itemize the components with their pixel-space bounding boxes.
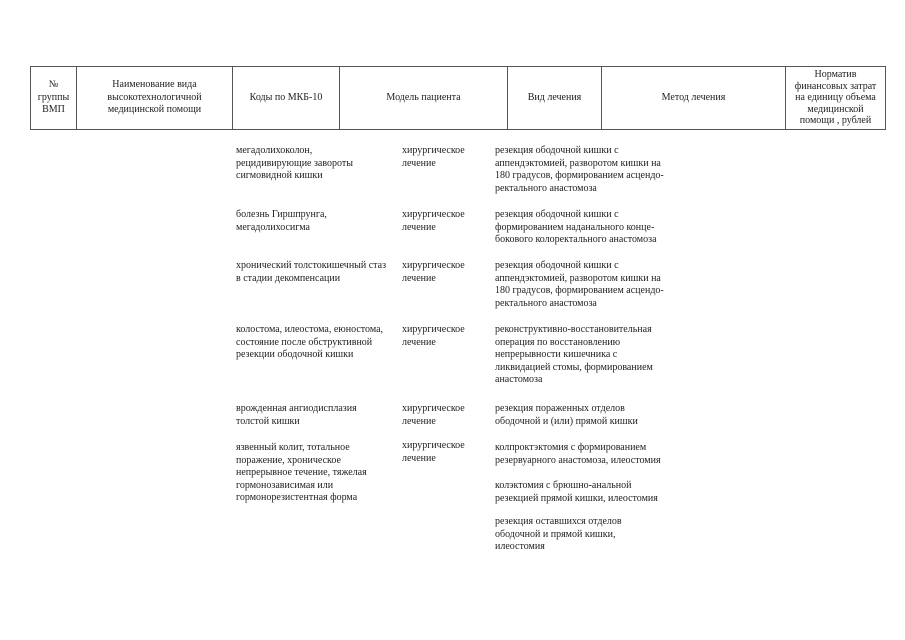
header-cell-codes — [233, 66, 339, 130]
header-model-label: Модель пациента — [386, 91, 461, 103]
header-cell-name — [77, 66, 232, 130]
header-cell-type — [508, 66, 601, 130]
treatment-method-text: резекция пораженных отделов ободочной и (или) прямой кишки — [495, 403, 638, 427]
patient-model-text: мегадолихоколон, рецидивирующие завороты сигмовидной кишки — [236, 145, 353, 181]
treatment-type-text: хирургическое лечение — [402, 145, 465, 169]
header-method-label: Метод лечения — [661, 91, 726, 103]
header-cell-cost — [786, 66, 885, 130]
header-cell-group — [31, 66, 76, 130]
treatment-method-text: резекция ободочной кишки с аппендэктомией, разворотом кишки на 180 градусов, формированием асцендо- ректального анастомоза — [495, 145, 664, 194]
header-type-label: Вид лечения — [527, 91, 582, 103]
table-header — [30, 66, 886, 130]
treatment-type-text: хирургическое лечение — [402, 209, 465, 233]
treatment-method-text: колэктомия с брюшно-анальной резекцией прямой кишки, илеостомия — [495, 480, 658, 504]
header-group-label: № группы ВМП — [37, 79, 70, 116]
treatment-method-text: резекция ободочной кишки с формированием наданального конце- бокового колоректального анастомоза — [495, 209, 657, 245]
treatment-type-text: хирургическое лечение — [402, 403, 465, 427]
header-codes-label: Коды по МКБ-10 — [249, 91, 323, 103]
patient-model-text: врожденная ангиодисплазия толстой кишки — [236, 403, 357, 427]
patient-model-text: язвенный колит, тотальное поражение, хроническое непрерывное течение, тяжелая гормонозависимая или гормонорезистентная форма — [236, 442, 367, 503]
patient-model-text: колостома, илеостома, еюностома, состояние после обструктивной резекции ободочной кишки — [236, 324, 384, 360]
treatment-method-text: резекция оставшихся отделов ободочной и прямой кишки, илеостомия — [495, 516, 622, 552]
header-cost-label: Норматив финансовых затрат на единицу объема медицинской помощи , рублей — [794, 69, 877, 127]
treatment-type-text: хирургическое лечение — [402, 440, 465, 464]
header-cell-model — [340, 66, 507, 130]
patient-model-text: хронический толстокишечный стаз в стадии декомпенсации — [236, 260, 387, 284]
treatment-method-text: резекция ободочной кишки с аппендэктомией, разворотом кишки на 180 градусов, формированием асцендо- ректального анастомоза — [495, 260, 664, 309]
treatment-method-text: реконструктивно-восстановительная операция по восстановлению непрерывности кишечника с ликвидацией стомы, формированием анастомоза — [495, 324, 653, 385]
patient-model-text: болезнь Гиршпрунга, мегадолихосигма — [236, 209, 327, 233]
treatment-method-text: колпроктэктомия с формированием резервуарного анастомоза, илеостомия — [495, 442, 661, 466]
header-cell-method — [602, 66, 785, 130]
treatment-type-text: хирургическое лечение — [402, 260, 465, 284]
treatment-type-text: хирургическое лечение — [402, 324, 465, 348]
header-name-label: Наименование вида высокотехнологичной медицинской помощи — [107, 79, 202, 116]
header-divider — [885, 66, 886, 130]
